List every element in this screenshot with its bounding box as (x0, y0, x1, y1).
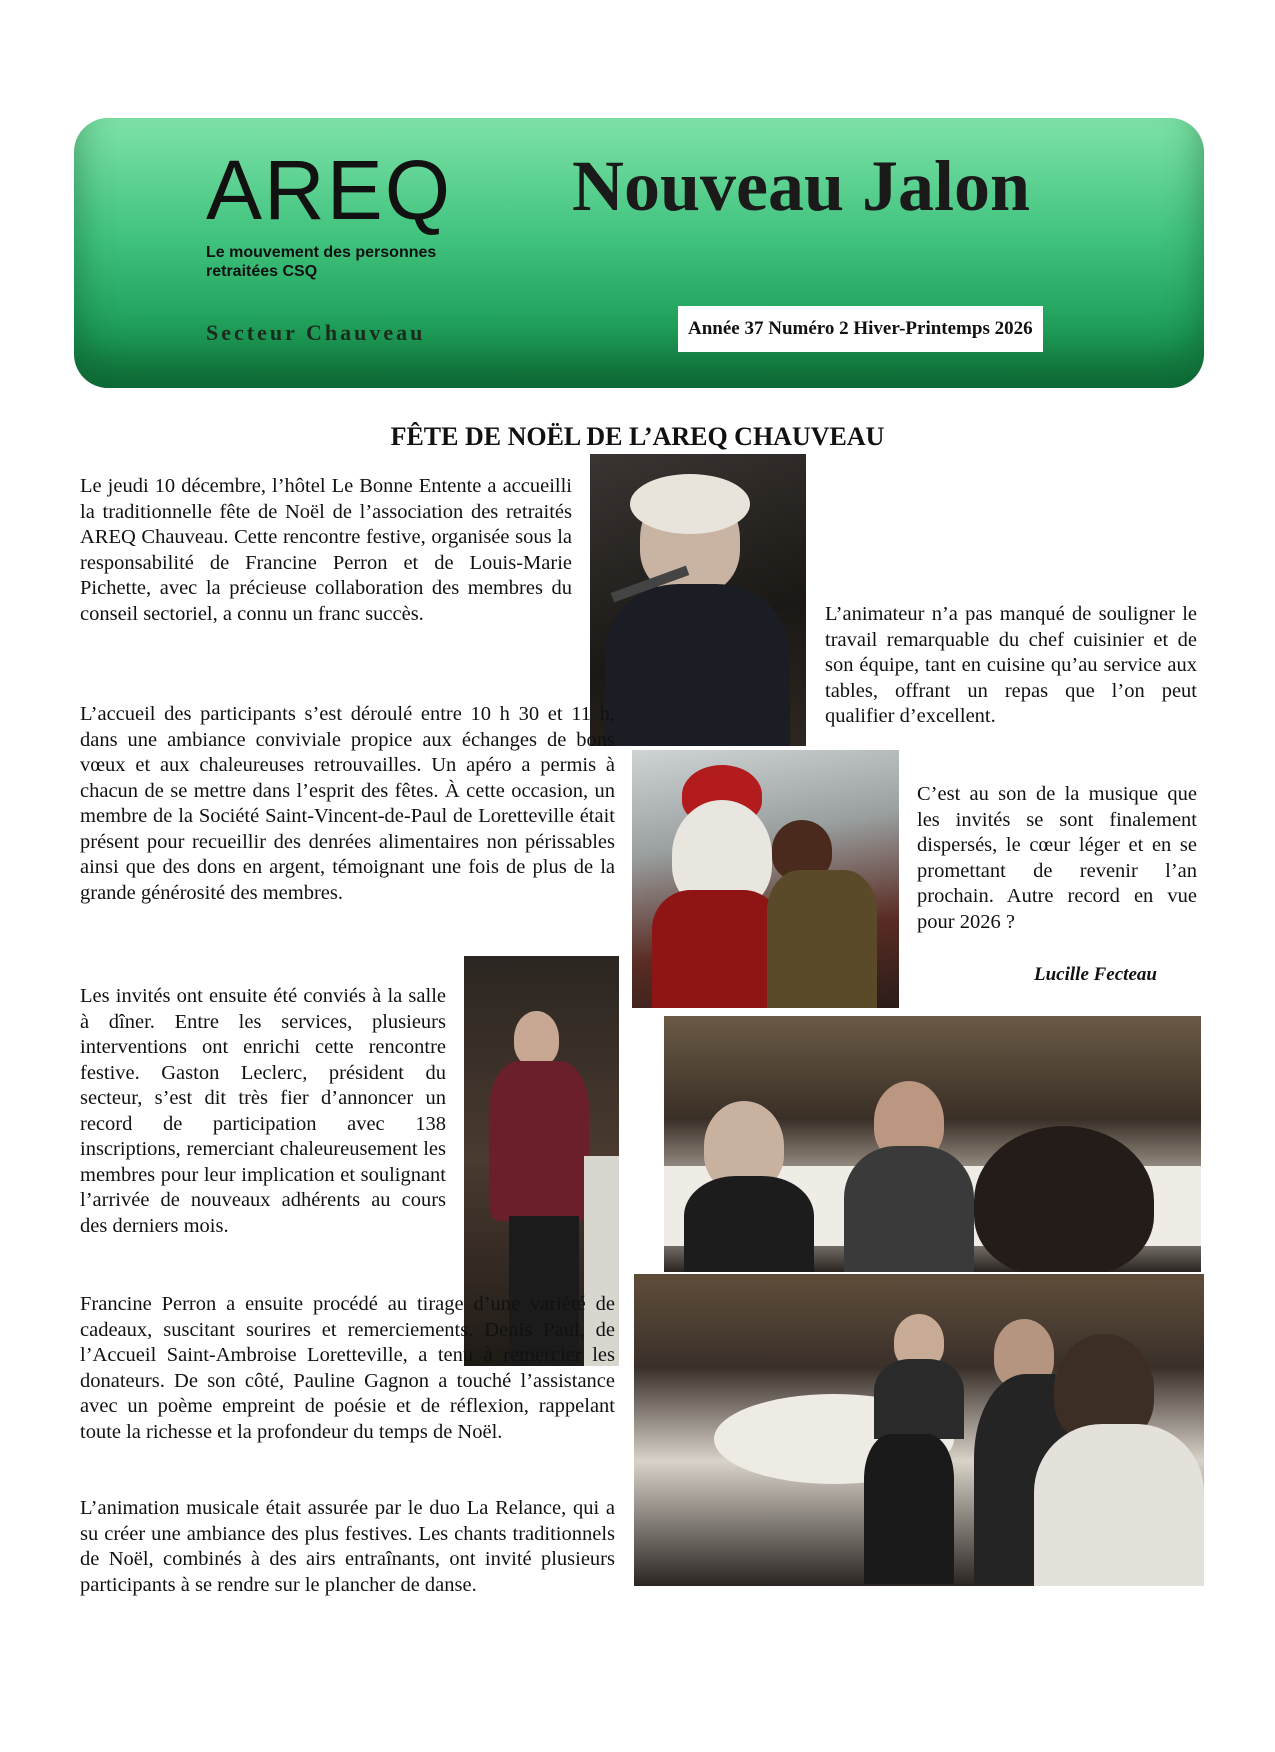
article-author: Lucille Fecteau (1034, 964, 1157, 985)
photo-dining-table (664, 1016, 1201, 1272)
photo-santa (632, 750, 899, 1008)
article-paragraph: Le jeudi 10 décembre, l’hôtel Le Bonne Entente a accueilli la traditionnelle fête de Noël de l’association des retraités AREQ Chauveau. Cette rencontre festive, organisée sous la responsabilité de Francine Perron et de Louis-Marie Pichette, avec la précieuse collaboration des membres du conseil sectoriel, a connu un franc succès. (80, 475, 572, 625)
article-paragraph: L’animation musicale était assurée par le duo La Relance, qui a su créer une ambiance des plus festives. Les chants traditionnels de Noël, combinés à des airs entraînants, ont invité plusieurs participants à se rendre sur le plancher de danse. (80, 1497, 615, 1596)
article-paragraph: C’est au son de la musique que les invités se sont finalement dispersés, le cœur léger et en se promettant de revenir l’an prochain. Autre record en vue pour 2026 ? (917, 783, 1197, 933)
issue-info: Année 37 Numéro 2 Hiver-Printemps 2026 (678, 306, 1043, 352)
photo-banquet-hall (634, 1274, 1204, 1586)
sector-label: Secteur Chauveau (206, 320, 426, 345)
article-paragraph: Francine Perron a ensuite procédé au tirage d’une variété de cadeaux, suscitant sourires et remerciements. Denis Paul, de l’Accueil Saint-Ambroise Loretteville, a tenu à remercier les donateurs. De son côté, Pauline Gagnon a touché l’assistance avec un poème empreint de poésie et de réflexion, rappelant toute la richesse et la profondeur du temps de Noël. (80, 1293, 615, 1443)
publication-title: Nouveau Jalon (572, 146, 1031, 226)
article-paragraph: L’accueil des participants s’est déroulé entre 10 h 30 et 11 h, dans une ambiance conviviale propice aux échanges de bons vœux et aux chaleureuses retrouvailles. Un apéro a permis à chacun de se mettre dans l’esprit des fêtes. À cette occasion, un membre de la Société Saint-Vincent-de-Paul de Loretteville était présent pour recueillir des denrées alimentaires non périssables ainsi que des dons en argent, témoignant une fois de plus de la grande générosité des membres. (80, 703, 615, 904)
logo-tagline: Le mouvement des personnes retraitées CSQ (206, 244, 437, 281)
masthead-banner (74, 118, 1204, 388)
areq-logo: AREQ (206, 143, 453, 237)
photo-singer (590, 454, 806, 746)
article-paragraph: L’animateur n’a pas manqué de souligner le travail remarquable du chef cuisinier et de son équipe, tant en cuisine qu’au service aux tables, offrant un repas que l’on peut qualifier d’excellent. (825, 603, 1197, 727)
article-headline: FÊTE DE NOËL DE L’AREQ CHAUVEAU (390, 422, 885, 451)
article-paragraph: Les invités ont ensuite été conviés à la salle à dîner. Entre les services, plusieurs interventions ont enrichi cette rencontre festive. Gaston Leclerc, président du secteur, s’est dit très fier d’annoncer un record de participation avec 138 inscriptions, remerciant chaleureusement les membres pour leur implication et soulignant l’arrivée de nouveaux adhérents au cours des derniers mois. (80, 985, 446, 1237)
